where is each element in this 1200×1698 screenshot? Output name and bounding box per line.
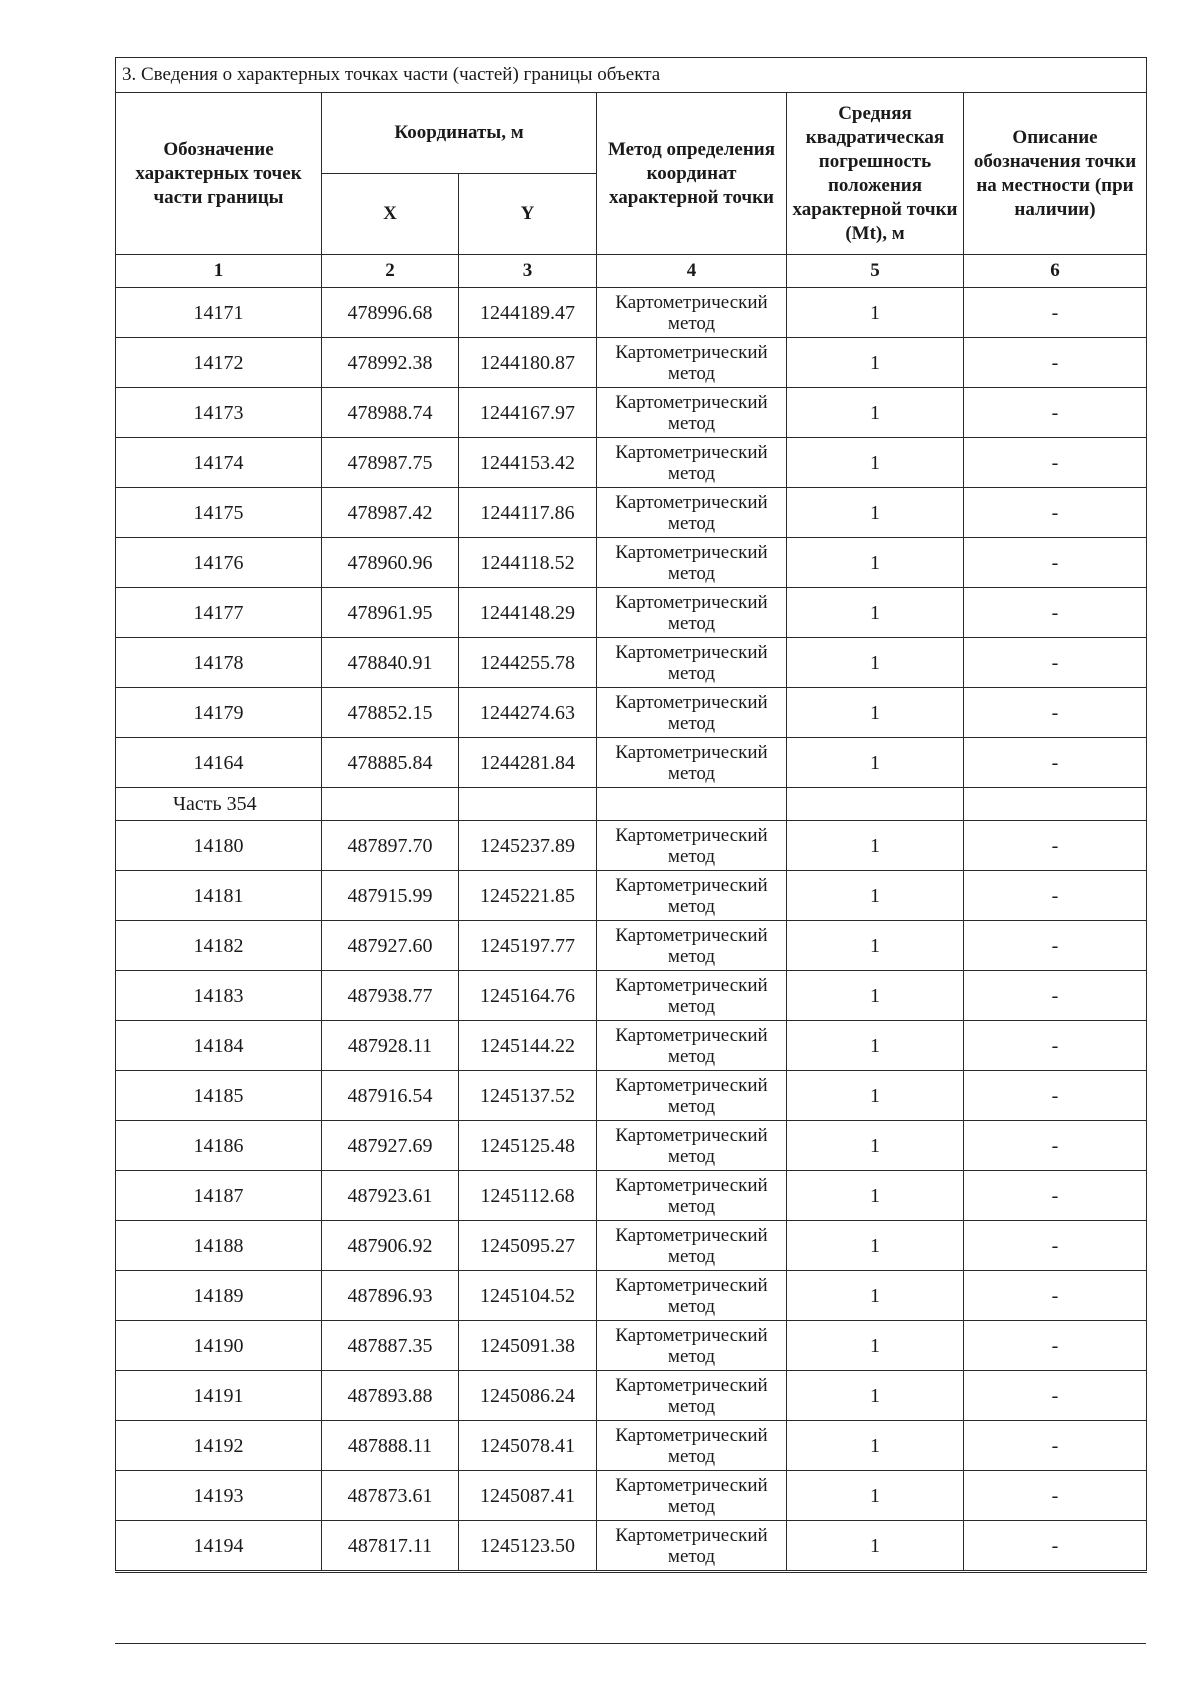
method-text-line2: метод	[667, 762, 716, 784]
point-id-cell: 14184	[116, 1021, 322, 1071]
method-cell	[597, 1121, 787, 1171]
point-id-cell: 14178	[116, 638, 322, 688]
mean-error-cell: 1	[787, 538, 964, 588]
table-row	[116, 821, 1147, 871]
header-description: Описание обозначения точки на местности (при наличии)	[964, 93, 1147, 255]
table-row	[116, 738, 1147, 788]
boundary-points-table	[115, 57, 1147, 1573]
table-row	[116, 1221, 1147, 1271]
table-row	[116, 871, 1147, 921]
mean-error-cell: 1	[787, 821, 964, 871]
description-cell: -	[964, 1271, 1147, 1321]
method-text-line2: метод	[667, 1345, 716, 1367]
method-text-line1: Картометрический	[615, 974, 768, 996]
y-coordinate-cell: 1244180.87	[459, 338, 597, 388]
table-row	[116, 1321, 1147, 1371]
method-text-line2: метод	[667, 1195, 716, 1217]
x-coordinate-cell: 478996.68	[322, 288, 459, 338]
method-cell	[597, 1021, 787, 1071]
column-number: 3	[459, 255, 597, 288]
mean-error-cell: 1	[787, 1421, 964, 1471]
table-row	[116, 438, 1147, 488]
x-coordinate-cell: 478885.84	[322, 738, 459, 788]
method-text-line2: метод	[667, 412, 716, 434]
table-row	[116, 1421, 1147, 1471]
point-id-cell: 14171	[116, 288, 322, 338]
empty-cell	[459, 788, 597, 821]
y-coordinate-cell: 1245144.22	[459, 1021, 597, 1071]
column-number: 6	[964, 255, 1147, 288]
x-coordinate-cell: 487888.11	[322, 1421, 459, 1471]
method-text-line2: метод	[667, 945, 716, 967]
method-text-line1: Картометрический	[615, 1424, 768, 1446]
description-cell: -	[964, 1321, 1147, 1371]
method-text-line1: Картометрический	[615, 1074, 768, 1096]
point-id-cell: 14180	[116, 821, 322, 871]
column-number: 1	[116, 255, 322, 288]
mean-error-cell: 1	[787, 488, 964, 538]
method-cell	[597, 871, 787, 921]
x-coordinate-cell: 487896.93	[322, 1271, 459, 1321]
section-title: 3. Сведения о характерных точках части (частей) границы объекта	[116, 58, 1147, 93]
point-id-cell: 14173	[116, 388, 322, 438]
x-coordinate-cell: 487923.61	[322, 1171, 459, 1221]
method-cell	[597, 638, 787, 688]
method-cell	[597, 1221, 787, 1271]
method-text-line1: Картометрический	[615, 874, 768, 896]
method-cell	[597, 971, 787, 1021]
description-cell: -	[964, 688, 1147, 738]
description-cell: -	[964, 1471, 1147, 1521]
mean-error-cell: 1	[787, 921, 964, 971]
method-cell	[597, 438, 787, 488]
mean-error-cell: 1	[787, 1121, 964, 1171]
point-id-cell: 14185	[116, 1071, 322, 1121]
mean-error-cell: 1	[787, 1521, 964, 1572]
method-text-line1: Картометрический	[615, 1324, 768, 1346]
description-cell: -	[964, 1121, 1147, 1171]
mean-error-cell: 1	[787, 688, 964, 738]
method-text-line1: Картометрический	[615, 924, 768, 946]
y-coordinate-cell: 1245078.41	[459, 1421, 597, 1471]
y-coordinate-cell: 1245221.85	[459, 871, 597, 921]
table-row	[116, 971, 1147, 1021]
description-cell: -	[964, 438, 1147, 488]
column-number: 4	[597, 255, 787, 288]
method-text-line2: метод	[667, 612, 716, 634]
x-coordinate-cell: 487887.35	[322, 1321, 459, 1371]
y-coordinate-cell: 1244189.47	[459, 288, 597, 338]
table-row	[116, 688, 1147, 738]
empty-cell	[597, 788, 787, 821]
x-coordinate-cell: 487897.70	[322, 821, 459, 871]
header-point-designation: Обозначение характерных точек части границы	[116, 93, 322, 255]
x-coordinate-cell: 478987.75	[322, 438, 459, 488]
mean-error-cell: 1	[787, 1271, 964, 1321]
mean-error-cell: 1	[787, 1021, 964, 1071]
table-row	[116, 1371, 1147, 1421]
table-row	[116, 1521, 1147, 1572]
y-coordinate-cell: 1245125.48	[459, 1121, 597, 1171]
description-cell: -	[964, 1421, 1147, 1471]
description-cell: -	[964, 538, 1147, 588]
x-coordinate-cell: 478961.95	[322, 588, 459, 638]
method-text-line2: метод	[667, 662, 716, 684]
y-coordinate-cell: 1245087.41	[459, 1471, 597, 1521]
method-text-line1: Картометрический	[615, 541, 768, 563]
method-text-line2: метод	[667, 1045, 716, 1067]
column-number: 5	[787, 255, 964, 288]
column-number: 2	[322, 255, 459, 288]
x-coordinate-cell: 487817.11	[322, 1521, 459, 1572]
point-id-cell: 14164	[116, 738, 322, 788]
method-cell	[597, 921, 787, 971]
table-row	[116, 538, 1147, 588]
method-cell	[597, 738, 787, 788]
table-row	[116, 588, 1147, 638]
method-cell	[597, 288, 787, 338]
method-text-line1: Картометрический	[615, 1274, 768, 1296]
method-cell	[597, 1521, 787, 1572]
description-cell: -	[964, 738, 1147, 788]
x-coordinate-cell: 487873.61	[322, 1471, 459, 1521]
point-id-cell: 14188	[116, 1221, 322, 1271]
mean-error-cell: 1	[787, 338, 964, 388]
point-id-cell: 14175	[116, 488, 322, 538]
point-id-cell: 14176	[116, 538, 322, 588]
method-text-line1: Картометрический	[615, 1124, 768, 1146]
header-method: Метод определения координат характерной точки	[597, 93, 787, 255]
x-coordinate-cell: 478988.74	[322, 388, 459, 438]
method-cell	[597, 1421, 787, 1471]
description-cell: -	[964, 1071, 1147, 1121]
y-coordinate-cell: 1245137.52	[459, 1071, 597, 1121]
point-id-cell: 14189	[116, 1271, 322, 1321]
method-text-line2: метод	[667, 895, 716, 917]
description-cell: -	[964, 288, 1147, 338]
method-text-line2: метод	[667, 712, 716, 734]
mean-error-cell: 1	[787, 588, 964, 638]
footer-rule	[115, 1643, 1146, 1644]
y-coordinate-cell: 1245197.77	[459, 921, 597, 971]
y-coordinate-cell: 1244281.84	[459, 738, 597, 788]
method-text-line1: Картометрический	[615, 1174, 768, 1196]
method-text-line1: Картометрический	[615, 391, 768, 413]
x-coordinate-cell: 487916.54	[322, 1071, 459, 1121]
mean-error-cell: 1	[787, 871, 964, 921]
method-text-line1: Картометрический	[615, 591, 768, 613]
description-cell: -	[964, 1371, 1147, 1421]
method-cell	[597, 1471, 787, 1521]
point-id-cell: 14177	[116, 588, 322, 638]
table-row	[116, 921, 1147, 971]
method-text-line1: Картометрический	[615, 1224, 768, 1246]
method-text-line2: метод	[667, 995, 716, 1017]
method-text-line2: метод	[667, 1445, 716, 1467]
part-heading-row	[116, 788, 1147, 821]
point-id-cell: 14194	[116, 1521, 322, 1572]
y-coordinate-cell: 1244255.78	[459, 638, 597, 688]
method-text-line2: метод	[667, 1245, 716, 1267]
method-cell	[597, 1321, 787, 1371]
x-coordinate-cell: 487927.60	[322, 921, 459, 971]
table-row	[116, 1021, 1147, 1071]
y-coordinate-cell: 1244148.29	[459, 588, 597, 638]
table-row	[116, 338, 1147, 388]
method-text-line1: Картометрический	[615, 341, 768, 363]
y-coordinate-cell: 1245237.89	[459, 821, 597, 871]
method-text-line2: метод	[667, 1295, 716, 1317]
mean-error-cell: 1	[787, 1071, 964, 1121]
y-coordinate-cell: 1245095.27	[459, 1221, 597, 1271]
method-text-line2: метод	[667, 462, 716, 484]
empty-cell	[787, 788, 964, 821]
table-row	[116, 488, 1147, 538]
header-mean-error: Средняя квадратическая погрешность положения характерной точки (Mt), м	[787, 93, 964, 255]
x-coordinate-cell: 487927.69	[322, 1121, 459, 1171]
point-id-cell: 14193	[116, 1471, 322, 1521]
description-cell: -	[964, 821, 1147, 871]
empty-cell	[964, 788, 1147, 821]
y-coordinate-cell: 1244118.52	[459, 538, 597, 588]
description-cell: -	[964, 1171, 1147, 1221]
y-coordinate-cell: 1244167.97	[459, 388, 597, 438]
table-row	[116, 1471, 1147, 1521]
mean-error-cell: 1	[787, 388, 964, 438]
mean-error-cell: 1	[787, 288, 964, 338]
table-row	[116, 1171, 1147, 1221]
y-coordinate-cell: 1245104.52	[459, 1271, 597, 1321]
method-cell	[597, 1071, 787, 1121]
mean-error-cell: 1	[787, 738, 964, 788]
x-coordinate-cell: 487906.92	[322, 1221, 459, 1271]
table-row	[116, 1121, 1147, 1171]
column-number-row	[116, 255, 1147, 288]
point-id-cell: 14183	[116, 971, 322, 1021]
method-cell	[597, 488, 787, 538]
y-coordinate-cell: 1245123.50	[459, 1521, 597, 1572]
method-text-line2: метод	[667, 1495, 716, 1517]
mean-error-cell: 1	[787, 1221, 964, 1271]
y-coordinate-cell: 1244153.42	[459, 438, 597, 488]
point-id-cell: 14182	[116, 921, 322, 971]
x-coordinate-cell: 478852.15	[322, 688, 459, 738]
point-id-cell: 14181	[116, 871, 322, 921]
mean-error-cell: 1	[787, 971, 964, 1021]
point-id-cell: 14192	[116, 1421, 322, 1471]
mean-error-cell: 1	[787, 1321, 964, 1371]
method-cell	[597, 688, 787, 738]
part-label-cell: Часть 354	[116, 788, 322, 821]
x-coordinate-cell: 478987.42	[322, 488, 459, 538]
method-text-line1: Картометрический	[615, 691, 768, 713]
description-cell: -	[964, 488, 1147, 538]
method-text-line2: метод	[667, 512, 716, 534]
method-cell	[597, 388, 787, 438]
table-row	[116, 1271, 1147, 1321]
method-cell	[597, 821, 787, 871]
point-id-cell: 14186	[116, 1121, 322, 1171]
y-coordinate-cell: 1245164.76	[459, 971, 597, 1021]
method-text-line1: Картометрический	[615, 1024, 768, 1046]
method-text-line2: метод	[667, 562, 716, 584]
header-coordinates: Координаты, м	[322, 93, 597, 174]
description-cell: -	[964, 1021, 1147, 1071]
x-coordinate-cell: 487893.88	[322, 1371, 459, 1421]
y-coordinate-cell: 1244117.86	[459, 488, 597, 538]
point-id-cell: 14187	[116, 1171, 322, 1221]
method-text-line2: метод	[667, 1095, 716, 1117]
table-row	[116, 388, 1147, 438]
method-text-line1: Картометрический	[615, 441, 768, 463]
mean-error-cell: 1	[787, 1171, 964, 1221]
method-text-line1: Картометрический	[615, 641, 768, 663]
table-row	[116, 1071, 1147, 1121]
method-text-line1: Картометрический	[615, 1374, 768, 1396]
mean-error-cell: 1	[787, 638, 964, 688]
method-cell	[597, 588, 787, 638]
description-cell: -	[964, 971, 1147, 1021]
x-coordinate-cell: 487915.99	[322, 871, 459, 921]
x-coordinate-cell: 478992.38	[322, 338, 459, 388]
description-cell: -	[964, 1221, 1147, 1271]
point-id-cell: 14174	[116, 438, 322, 488]
method-text-line1: Картометрический	[615, 491, 768, 513]
y-coordinate-cell: 1245091.38	[459, 1321, 597, 1371]
table-row	[116, 288, 1147, 338]
method-text-line2: метод	[667, 845, 716, 867]
x-coordinate-cell: 487928.11	[322, 1021, 459, 1071]
method-cell	[597, 1371, 787, 1421]
method-text-line2: метод	[667, 312, 716, 334]
method-text-line2: метод	[667, 362, 716, 384]
method-text-line2: метод	[667, 1545, 716, 1567]
y-coordinate-cell: 1245086.24	[459, 1371, 597, 1421]
point-id-cell: 14190	[116, 1321, 322, 1371]
table-row	[116, 638, 1147, 688]
point-id-cell: 14172	[116, 338, 322, 388]
point-id-cell: 14179	[116, 688, 322, 738]
description-cell: -	[964, 588, 1147, 638]
description-cell: -	[964, 1521, 1147, 1572]
method-cell	[597, 538, 787, 588]
method-cell	[597, 1171, 787, 1221]
method-cell	[597, 1271, 787, 1321]
description-cell: -	[964, 638, 1147, 688]
point-id-cell: 14191	[116, 1371, 322, 1421]
description-cell: -	[964, 871, 1147, 921]
mean-error-cell: 1	[787, 1471, 964, 1521]
method-text-line1: Картометрический	[615, 1474, 768, 1496]
x-coordinate-cell: 487938.77	[322, 971, 459, 1021]
mean-error-cell: 1	[787, 1371, 964, 1421]
method-text-line2: метод	[667, 1145, 716, 1167]
description-cell: -	[964, 921, 1147, 971]
header-y: Y	[459, 174, 597, 255]
description-cell: -	[964, 338, 1147, 388]
method-cell	[597, 338, 787, 388]
method-text-line1: Картометрический	[615, 1524, 768, 1546]
x-coordinate-cell: 478840.91	[322, 638, 459, 688]
empty-cell	[322, 788, 459, 821]
method-text-line1: Картометрический	[615, 741, 768, 763]
method-text-line1: Картометрический	[615, 291, 768, 313]
description-cell: -	[964, 388, 1147, 438]
method-text-line1: Картометрический	[615, 824, 768, 846]
x-coordinate-cell: 478960.96	[322, 538, 459, 588]
header-x: X	[322, 174, 459, 255]
y-coordinate-cell: 1244274.63	[459, 688, 597, 738]
y-coordinate-cell: 1245112.68	[459, 1171, 597, 1221]
method-text-line2: метод	[667, 1395, 716, 1417]
mean-error-cell: 1	[787, 438, 964, 488]
